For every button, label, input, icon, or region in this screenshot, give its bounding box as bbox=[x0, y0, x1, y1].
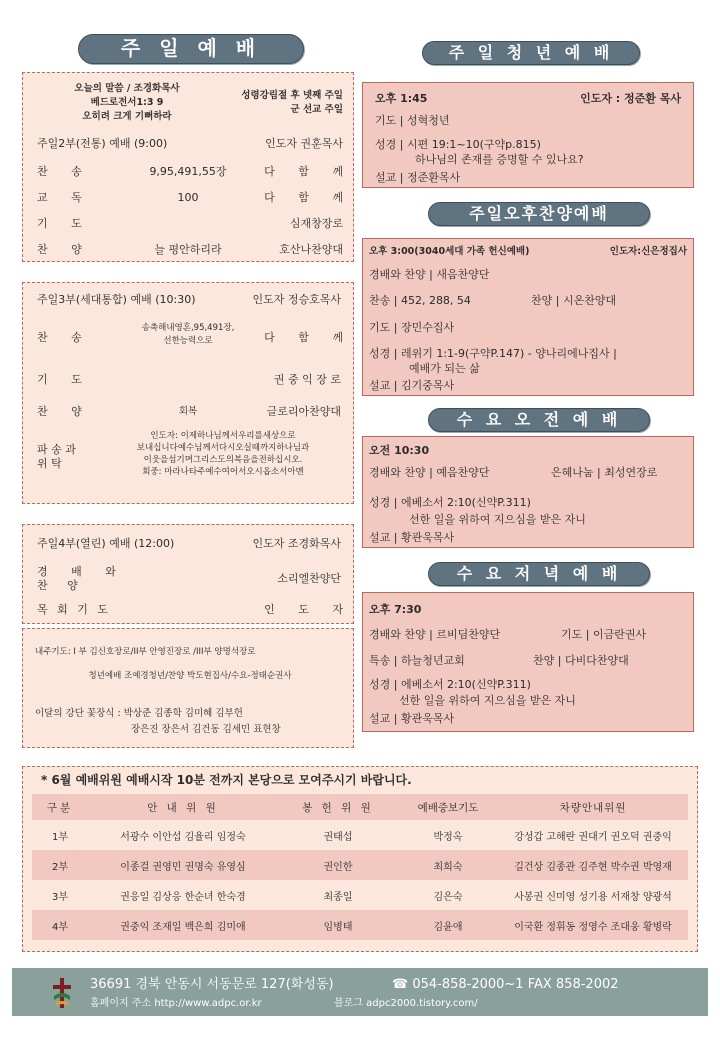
service2-header: 주일2부(전통) 예배 (9:00) bbox=[37, 137, 168, 150]
service2-row-label: 찬 송 bbox=[37, 165, 92, 178]
table-cell: 길건상 김종관 김주현 박수권 박영재 bbox=[498, 850, 688, 880]
service4-praise-label: 경 배 와 bbox=[37, 565, 126, 578]
next-week-prayer: 내주기도: I 부 김신호장로/II부 안영진장로 /III부 양명석장로 bbox=[35, 647, 256, 657]
service3-praise-song: 회복 bbox=[178, 406, 198, 417]
wed-morning-sermon: 설교 | 황관욱목사 bbox=[369, 531, 455, 544]
service2-leader: 인도자 권훈목사 bbox=[265, 137, 343, 150]
sermon-title: 오히려 크게 기뻐하라 bbox=[82, 111, 172, 122]
sunday-afternoon-box bbox=[362, 238, 694, 396]
table-row bbox=[32, 850, 688, 880]
table-cell: 이국환 정휘동 정영수 조대웅 황병락 bbox=[498, 910, 688, 940]
service3-sending-text: 이웃을섬기며그리스도의복음을전하십시오. bbox=[143, 455, 303, 465]
notice-box bbox=[22, 628, 354, 748]
committee-header: 구분 bbox=[32, 794, 88, 820]
service2-row-label: 교 독 bbox=[37, 191, 92, 204]
wed-evening-prayer: 기도 | 이금란권사 bbox=[561, 628, 647, 641]
service4-leader: 인도자 조경화목사 bbox=[252, 537, 341, 550]
service4-header: 주일4부(열린) 예배 (12:00) bbox=[37, 537, 175, 550]
table-cell: 이종걸 권영민 권명숙 유영심 bbox=[88, 850, 278, 880]
table-cell: 권응일 김상응 한순녀 한숙경 bbox=[88, 880, 278, 910]
table-cell: 권태섭 bbox=[278, 820, 398, 850]
service3-sending-text: 회중: 마라나타주예수여어서오시옵소서아멘 bbox=[142, 467, 304, 477]
committee-header: 봉 헌 위 원 bbox=[278, 794, 398, 820]
table-cell: 최희숙 bbox=[398, 850, 498, 880]
footer bbox=[12, 968, 708, 1016]
committee-header: 차량안내위원 bbox=[498, 794, 688, 820]
table-row bbox=[32, 820, 688, 850]
service2-row-who: 다 함 께 bbox=[264, 165, 353, 178]
afternoon-sermon: 설교 | 김기중목사 bbox=[369, 379, 455, 392]
wed-evening-scripture: 성경 | 에베소서 2:10(신약P.311) bbox=[369, 678, 531, 691]
service2-row-content: 늘 평안하리라 bbox=[154, 243, 222, 256]
table-cell: 박정옥 bbox=[398, 820, 498, 850]
service2-row-content: 9,95,491,55장 bbox=[149, 165, 227, 178]
wed-evening-special: 특송 | 하늘청년교회 bbox=[369, 654, 465, 667]
service4-prayer-who: 인 도 자 bbox=[264, 603, 353, 616]
service2-row-who: 심재창장로 bbox=[289, 217, 343, 230]
table-cell: 김은숙 bbox=[398, 880, 498, 910]
youth-leader: 인도자 : 정준환 목사 bbox=[580, 92, 681, 105]
service2-row-content: 100 bbox=[177, 191, 199, 204]
service2-row-label: 찬 양 bbox=[37, 243, 92, 256]
afternoon-sermon-title: 예배가 되는 삶 bbox=[409, 362, 480, 375]
afternoon-praise: 경배와 찬양 | 새음찬양단 bbox=[369, 268, 490, 281]
table-cell: 3부 bbox=[32, 880, 88, 910]
service3-sending-label: 위 탁 bbox=[37, 457, 62, 470]
youth-worship-title: 주 일 청 년 예 배 bbox=[422, 41, 640, 65]
service3-hymn-who: 다 함 께 bbox=[264, 331, 353, 344]
committee-header: 안 내 위 원 bbox=[88, 794, 278, 820]
service3-prayer-label: 기 도 bbox=[37, 373, 92, 386]
youth-prayer: 기도 | 성혁청년 bbox=[375, 114, 450, 127]
wednesday-morning-box bbox=[362, 436, 694, 548]
table-cell: 권인한 bbox=[278, 850, 398, 880]
service4-praise-who: 소리엘찬양단 bbox=[277, 572, 341, 585]
service4-praise-label: 찬 양 bbox=[37, 579, 86, 592]
service3-hymn-line1: 송축해내영혼,95,491장, bbox=[141, 323, 235, 333]
church-logo-icon bbox=[50, 976, 74, 1010]
wednesday-evening-box bbox=[362, 592, 694, 732]
afternoon-scripture: 성경 | 레위기 1:1-9(구약P.147) - 양나리에나집사 | bbox=[369, 347, 617, 360]
service2-row-label: 기 도 bbox=[37, 217, 92, 230]
service3-praise-label: 찬 양 bbox=[37, 405, 92, 418]
wed-evening-sermon-title: 선한 일을 위하여 지으심을 받은 자니 bbox=[399, 694, 576, 707]
afternoon-hymns: 찬송 | 452, 288, 54 bbox=[369, 294, 471, 307]
footer-blog[interactable]: 블로그 adpc2000.tistory.com/ bbox=[334, 998, 478, 1009]
service3-sending-label: 파 송 과 bbox=[37, 443, 76, 456]
service3-praise-who: 글로리아찬양대 bbox=[266, 405, 341, 418]
sermon-passage: 베드로전서1:3 9 bbox=[90, 97, 164, 108]
afternoon-choir: 찬양 | 시온찬양대 bbox=[531, 294, 617, 307]
wed-morning-praise: 경배와 찬양 | 예음찬양단 bbox=[369, 466, 490, 479]
service3-leader: 인도자 정승호목사 bbox=[252, 293, 341, 306]
table-cell: 서광수 이안섭 김율리 임정숙 bbox=[88, 820, 278, 850]
sermon-label: 오늘의 말씀 / 조경화목사 bbox=[74, 83, 180, 94]
youth-time: 오후 1:45 bbox=[375, 92, 428, 105]
committee-table bbox=[32, 794, 688, 940]
service3-sending-text: 인도자: 이제하나님께서우리를세상으로 bbox=[150, 431, 296, 441]
wed-evening-choir: 찬양 | 다비다찬양대 bbox=[533, 654, 629, 667]
service3-sending-text: 보내십니다예수님께서다시오실때까지하나님과 bbox=[136, 443, 310, 453]
table-cell: 김윤애 bbox=[398, 910, 498, 940]
service3-hymn-line2: 선한능력으로 bbox=[163, 336, 213, 346]
table-cell: 사봉권 신미영 성기용 서재창 양광석 bbox=[498, 880, 688, 910]
footer-phone: ☎ 054-858-2000~1 FAX 858-2002 bbox=[392, 977, 619, 992]
youth-scripture: 성경 | 시편 19:1~10(구약p.815) bbox=[375, 138, 541, 151]
wednesday-morning-title: 수 요 오 전 예 배 bbox=[428, 408, 650, 432]
youth-sermon-title: 하나님의 존재를 증명할 수 있나요? bbox=[415, 153, 584, 166]
youth-notice: 청년예배 조예경청년/찬양 박도현집사/수요-정태순권사 bbox=[88, 671, 292, 681]
service4-box bbox=[22, 524, 354, 624]
committee-header: 예배중보기도 bbox=[398, 794, 498, 820]
afternoon-leader: 인도자:신은정집사 bbox=[609, 246, 687, 257]
service4-prayer-label: 목 회 기 도 bbox=[37, 603, 111, 616]
service3-prayer-who: 권 중 익 장 로 bbox=[273, 373, 341, 386]
service2-box bbox=[22, 72, 354, 262]
table-row bbox=[32, 880, 688, 910]
flowers-line1: 이달의 강단 꽃장식 : 박상준 김종학 김미혜 김부헌 bbox=[35, 708, 243, 719]
flowers-line2: 장은진 장은서 김건동 김세민 표현창 bbox=[131, 724, 281, 735]
church-season: 성령강림절 후 넷째 주일 bbox=[241, 90, 343, 101]
wed-evening-sermon: 설교 | 황관욱목사 bbox=[369, 712, 455, 725]
service3-header: 주일3부(세대통합) 예배 (10:30) bbox=[37, 293, 196, 306]
footer-address: 36691 경북 안동시 서동문로 127(화성동) bbox=[90, 977, 334, 992]
table-cell: 최종일 bbox=[278, 880, 398, 910]
committee-title: * 6월 예배위원 예배시작 10분 전까지 본당으로 모여주시기 바랍니다. bbox=[41, 773, 412, 787]
church-theme: 군 선교 주일 bbox=[290, 104, 343, 115]
table-cell: 강성갑 고해란 권대기 권오덕 권중익 bbox=[498, 820, 688, 850]
table-cell: 임병태 bbox=[278, 910, 398, 940]
wed-morning-sharing: 은혜나눔 | 최성연장로 bbox=[551, 466, 658, 479]
wed-evening-time: 오후 7:30 bbox=[369, 603, 422, 616]
service3-box bbox=[22, 282, 354, 504]
committee-header-row bbox=[32, 794, 688, 820]
sunday-afternoon-title: 주일오후찬양예배 bbox=[428, 202, 650, 226]
table-cell: 4부 bbox=[32, 910, 88, 940]
service2-row-who: 호산나찬양대 bbox=[279, 243, 343, 256]
afternoon-prayer: 기도 | 장민수집사 bbox=[369, 321, 455, 334]
wed-evening-praise: 경배와 찬양 | 르비딤찬양단 bbox=[369, 628, 501, 641]
wed-morning-sermon-title: 선한 일을 위하여 지으심을 받은 자니 bbox=[409, 513, 586, 526]
service3-hymn-label: 찬 송 bbox=[37, 331, 92, 344]
service2-row-who: 다 함 께 bbox=[264, 191, 353, 204]
youth-sermon: 설교 | 정준환목사 bbox=[375, 171, 461, 184]
afternoon-time: 오후 3:00(3040세대 가족 헌신예배) bbox=[369, 246, 530, 257]
sunday-worship-title: 주 일 예 배 bbox=[78, 34, 304, 64]
wed-morning-scripture: 성경 | 에베소서 2:10(신약P.311) bbox=[369, 496, 531, 509]
table-row bbox=[32, 910, 688, 940]
wed-morning-time: 오전 10:30 bbox=[369, 444, 430, 457]
footer-homepage[interactable]: 홈페이지 주소 http://www.adpc.or.kr bbox=[90, 998, 262, 1009]
wednesday-evening-title: 수 요 저 녁 예 배 bbox=[428, 562, 650, 586]
youth-worship-box bbox=[362, 82, 694, 188]
table-cell: 권중익 조재일 백은희 김미애 bbox=[88, 910, 278, 940]
table-cell: 1부 bbox=[32, 820, 88, 850]
table-cell: 2부 bbox=[32, 850, 88, 880]
